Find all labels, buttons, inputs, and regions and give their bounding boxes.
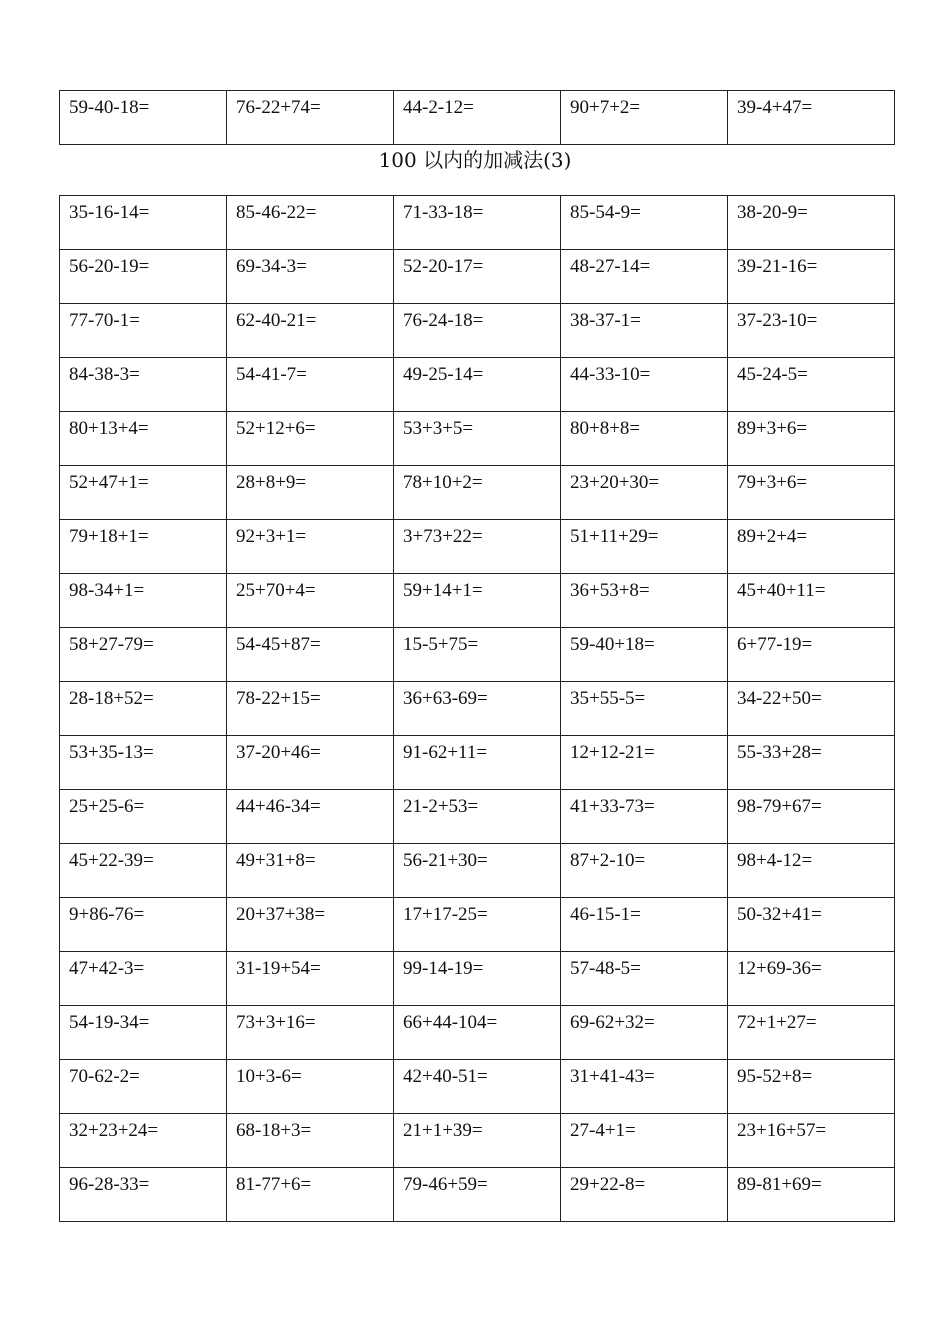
problem-text: 79+3+6= (737, 472, 808, 493)
problem-row (60, 520, 895, 574)
problem-cell (60, 196, 227, 250)
problem-cell (728, 1006, 895, 1060)
problem-cell (394, 844, 561, 898)
problem-cell (561, 1114, 728, 1168)
problem-text: 37-23-10= (737, 310, 818, 331)
problem-cell (60, 682, 227, 736)
problem-cell (394, 736, 561, 790)
problem-cell (561, 952, 728, 1006)
problem-cell (227, 1114, 394, 1168)
problem-cell (561, 520, 728, 574)
problem-cell (227, 952, 394, 1006)
problem-text: 20+37+38= (236, 904, 326, 925)
problem-cell (728, 520, 895, 574)
problem-cell (227, 304, 394, 358)
problem-text: 72+1+27= (737, 1012, 817, 1033)
problem-cell (728, 1060, 895, 1114)
problem-text: 10+3-6= (236, 1066, 302, 1087)
problem-cell (60, 1060, 227, 1114)
problem-cell (561, 250, 728, 304)
problem-cell (728, 736, 895, 790)
problem-cell (728, 898, 895, 952)
main-problem-table (59, 195, 895, 1222)
problem-cell (394, 952, 561, 1006)
problem-text: 90+7+2= (570, 97, 641, 118)
problem-cell (394, 790, 561, 844)
problem-text: 98-79+67= (737, 796, 822, 817)
worksheet-title: 100 以内的加减法(3) (378, 148, 572, 172)
problem-text: 98-34+1= (69, 580, 145, 601)
problem-text: 68-18+3= (236, 1120, 312, 1141)
problem-cell (728, 196, 895, 250)
problem-text: 79-46+59= (403, 1174, 488, 1195)
problem-text: 80+8+8= (570, 418, 641, 439)
problem-cell (227, 196, 394, 250)
top-problem-table-body (60, 91, 895, 145)
problem-text: 21-2+53= (403, 796, 479, 817)
problem-row (60, 1060, 895, 1114)
problem-row (60, 1006, 895, 1060)
problem-cell (394, 304, 561, 358)
problem-cell (60, 898, 227, 952)
problem-text: 35-16-14= (69, 202, 150, 223)
problem-text: 54-19-34= (69, 1012, 150, 1033)
problem-text: 71-33-18= (403, 202, 484, 223)
problem-cell (394, 1006, 561, 1060)
problem-text: 53+35-13= (69, 742, 154, 763)
problem-row (60, 196, 895, 250)
problem-text: 9+86-76= (69, 904, 145, 925)
problem-cell (60, 1006, 227, 1060)
problem-cell (728, 1114, 895, 1168)
problem-cell (227, 91, 394, 145)
problem-text: 55-33+28= (737, 742, 822, 763)
problem-text: 35+55-5= (570, 688, 646, 709)
problem-cell (60, 466, 227, 520)
problem-text: 32+23+24= (69, 1120, 159, 1141)
problem-cell (728, 412, 895, 466)
problem-text: 85-46-22= (236, 202, 317, 223)
problem-text: 91-62+11= (403, 742, 488, 763)
problem-cell (561, 682, 728, 736)
problem-text: 66+44-104= (403, 1012, 498, 1033)
problem-text: 53+3+5= (403, 418, 474, 439)
problem-text: 87+2-10= (570, 850, 646, 871)
problem-cell (227, 574, 394, 628)
problem-text: 56-20-19= (69, 256, 150, 277)
problem-cell (728, 844, 895, 898)
problem-text: 46-15-1= (570, 904, 641, 925)
problem-text: 23+20+30= (570, 472, 660, 493)
problem-cell (561, 91, 728, 145)
problem-text: 49+31+8= (236, 850, 316, 871)
problem-text: 73+3+16= (236, 1012, 316, 1033)
problem-cell (561, 898, 728, 952)
problem-cell (394, 682, 561, 736)
problem-cell (227, 844, 394, 898)
problem-row (60, 466, 895, 520)
problem-text: 76-24-18= (403, 310, 484, 331)
problem-text: 78-22+15= (236, 688, 321, 709)
problem-cell (227, 466, 394, 520)
problem-text: 99-14-19= (403, 958, 484, 979)
problem-cell (60, 1168, 227, 1222)
problem-cell (561, 466, 728, 520)
problem-text: 31+41-43= (570, 1066, 655, 1087)
problem-cell (60, 304, 227, 358)
problem-text: 47+42-3= (69, 958, 145, 979)
problem-cell (227, 790, 394, 844)
problem-text: 89+2+4= (737, 526, 808, 547)
problem-text: 15-5+75= (403, 634, 479, 655)
problem-cell (561, 358, 728, 412)
problem-cell (728, 790, 895, 844)
problem-cell (561, 412, 728, 466)
problem-cell (227, 358, 394, 412)
problem-cell (561, 1006, 728, 1060)
problem-cell (728, 1168, 895, 1222)
problem-cell (728, 91, 895, 145)
problem-text: 28-18+52= (69, 688, 154, 709)
problem-text: 59-40-18= (69, 97, 150, 118)
problem-cell (561, 844, 728, 898)
problem-text: 70-62-2= (69, 1066, 140, 1087)
problem-row (60, 736, 895, 790)
problem-row (60, 790, 895, 844)
problem-row (60, 250, 895, 304)
problem-cell (227, 250, 394, 304)
problem-text: 48-27-14= (570, 256, 651, 277)
problem-text: 3+73+22= (403, 526, 483, 547)
problem-cell (394, 358, 561, 412)
problem-text: 84-38-3= (69, 364, 140, 385)
problem-cell (60, 91, 227, 145)
problem-cell (728, 628, 895, 682)
problem-row (60, 628, 895, 682)
problem-cell (60, 628, 227, 682)
problem-text: 78+10+2= (403, 472, 483, 493)
problem-text: 38-20-9= (737, 202, 808, 223)
problem-text: 54-45+87= (236, 634, 321, 655)
problem-cell (60, 844, 227, 898)
problem-text: 79+18+1= (69, 526, 149, 547)
problem-row (60, 682, 895, 736)
problem-text: 96-28-33= (69, 1174, 150, 1195)
problem-text: 95-52+8= (737, 1066, 813, 1087)
problem-cell (394, 898, 561, 952)
problem-text: 58+27-79= (69, 634, 154, 655)
problem-text: 59+14+1= (403, 580, 483, 601)
problem-cell (394, 91, 561, 145)
problem-text: 31-19+54= (236, 958, 321, 979)
problem-cell (227, 1168, 394, 1222)
problem-cell (394, 412, 561, 466)
problem-row (60, 952, 895, 1006)
problem-text: 49-25-14= (403, 364, 484, 385)
problem-text: 27-4+1= (570, 1120, 636, 1141)
problem-text: 17+17-25= (403, 904, 488, 925)
problem-text: 69-62+32= (570, 1012, 655, 1033)
problem-cell (394, 250, 561, 304)
problem-text: 44-2-12= (403, 97, 474, 118)
problem-cell (394, 1114, 561, 1168)
problem-text: 85-54-9= (570, 202, 641, 223)
problem-text: 69-34-3= (236, 256, 307, 277)
problem-cell (728, 250, 895, 304)
problem-cell (561, 790, 728, 844)
problem-cell (394, 466, 561, 520)
problem-cell (394, 628, 561, 682)
problem-text: 89-81+69= (737, 1174, 822, 1195)
problem-text: 45-24-5= (737, 364, 808, 385)
problem-text: 92+3+1= (236, 526, 307, 547)
problem-cell (561, 574, 728, 628)
problem-cell (394, 520, 561, 574)
problem-cell (728, 358, 895, 412)
problem-cell (728, 574, 895, 628)
problem-text: 29+22-8= (570, 1174, 646, 1195)
problem-text: 56-21+30= (403, 850, 488, 871)
problem-cell (227, 520, 394, 574)
problem-cell (60, 412, 227, 466)
problem-cell (227, 898, 394, 952)
problem-text: 6+77-19= (737, 634, 813, 655)
problem-text: 12+69-36= (737, 958, 822, 979)
problem-text: 62-40-21= (236, 310, 317, 331)
problem-text: 12+12-21= (570, 742, 655, 763)
problem-cell (394, 1060, 561, 1114)
problem-cell (227, 1006, 394, 1060)
problem-row (60, 898, 895, 952)
problem-row (60, 358, 895, 412)
problem-text: 89+3+6= (737, 418, 808, 439)
problem-cell (60, 250, 227, 304)
problem-text: 77-70-1= (69, 310, 140, 331)
problem-row (60, 412, 895, 466)
problem-cell (227, 1060, 394, 1114)
problem-text: 42+40-51= (403, 1066, 488, 1087)
problem-cell (561, 304, 728, 358)
problem-text: 39-4+47= (737, 97, 813, 118)
problem-cell (394, 1168, 561, 1222)
problem-cell (728, 466, 895, 520)
problem-cell (394, 196, 561, 250)
problem-text: 81-77+6= (236, 1174, 312, 1195)
problem-row (60, 844, 895, 898)
problem-cell (60, 952, 227, 1006)
problem-text: 52-20-17= (403, 256, 484, 277)
problem-text: 38-37-1= (570, 310, 641, 331)
problem-text: 39-21-16= (737, 256, 818, 277)
problem-cell (561, 628, 728, 682)
top-problem-table (59, 90, 895, 145)
main-problem-table-body (60, 196, 895, 1222)
problem-cell (60, 790, 227, 844)
problem-cell (60, 736, 227, 790)
problem-row (60, 91, 895, 145)
problem-text: 37-20+46= (236, 742, 321, 763)
problem-text: 52+47+1= (69, 472, 149, 493)
problem-text: 36+53+8= (570, 580, 650, 601)
problem-text: 44+46-34= (236, 796, 321, 817)
problem-cell (561, 196, 728, 250)
problem-row (60, 1114, 895, 1168)
problem-text: 98+4-12= (737, 850, 813, 871)
problem-text: 23+16+57= (737, 1120, 827, 1141)
problem-text: 28+8+9= (236, 472, 307, 493)
problem-cell (60, 520, 227, 574)
problem-text: 45+40+11= (737, 580, 826, 601)
problem-text: 21+1+39= (403, 1120, 483, 1141)
problem-text: 41+33-73= (570, 796, 655, 817)
problem-cell (227, 412, 394, 466)
problem-text: 51+11+29= (570, 526, 659, 547)
problem-cell (728, 304, 895, 358)
problem-cell (394, 574, 561, 628)
problem-row (60, 304, 895, 358)
problem-row (60, 574, 895, 628)
problem-cell (728, 952, 895, 1006)
problem-cell (728, 682, 895, 736)
problem-cell (227, 628, 394, 682)
problem-text: 45+22-39= (69, 850, 154, 871)
problem-cell (60, 1114, 227, 1168)
problem-text: 59-40+18= (570, 634, 655, 655)
problem-cell (561, 1168, 728, 1222)
problem-cell (60, 574, 227, 628)
problem-text: 44-33-10= (570, 364, 651, 385)
problem-text: 52+12+6= (236, 418, 316, 439)
problem-text: 36+63-69= (403, 688, 488, 709)
problem-text: 80+13+4= (69, 418, 149, 439)
problem-text: 25+70+4= (236, 580, 316, 601)
problem-text: 34-22+50= (737, 688, 822, 709)
problem-text: 25+25-6= (69, 796, 145, 817)
problem-row (60, 1168, 895, 1222)
problem-cell (561, 1060, 728, 1114)
problem-text: 76-22+74= (236, 97, 321, 118)
problem-cell (561, 736, 728, 790)
problem-cell (227, 682, 394, 736)
problem-cell (227, 736, 394, 790)
problem-text: 50-32+41= (737, 904, 822, 925)
problem-text: 54-41-7= (236, 364, 307, 385)
problem-cell (60, 358, 227, 412)
problem-text: 57-48-5= (570, 958, 641, 979)
